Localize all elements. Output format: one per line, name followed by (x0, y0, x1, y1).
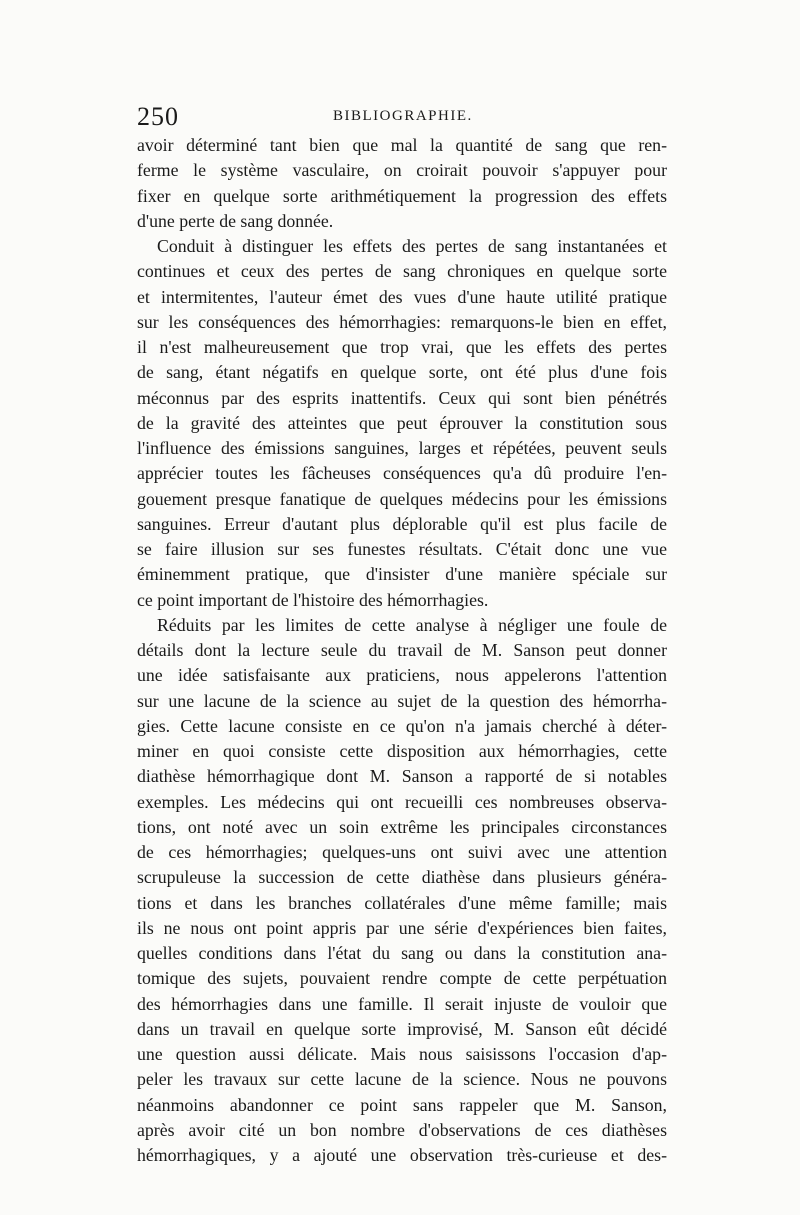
text-line: il n'est malheureusement que trop vrai, que les effets des pertes (137, 337, 667, 357)
text-line: Réduits par les limites de cette analyse à négliger une foule de (157, 614, 667, 635)
text-line: l'influence des émissions sanguines, larges et répétées, peuvent seuls (137, 438, 667, 458)
text-line: une question aussi délicate. Mais nous saisissons l'occasion d'ap- (137, 1044, 667, 1064)
text-line: peler les travaux sur cette lacune de la science. Nous ne pouvons (137, 1069, 667, 1090)
text-line: des hémorrhagies dans une famille. Il serait injuste de vouloir que (137, 993, 667, 1014)
text-line: ce point important de l'histoire des hémorrhagies. (137, 589, 489, 610)
text-line: gouement presque fanatique de quelques médecins pour les émissions (137, 488, 667, 509)
text-line: néanmoins abandonner ce point sans rappeler que M. Sanson, (137, 1094, 667, 1115)
text-line: diathèse hémorrhagique dont M. Sanson a rapporté de si notables (137, 766, 667, 787)
text-line: sanguines. Erreur d'autant plus déplorable qu'il est plus facile de (137, 513, 667, 534)
text-line: de sang, étant négatifs en quelque sorte, ont été plus d'une fois (137, 362, 667, 383)
text-line: ferme le système vasculaire, on croirait pouvoir s'appuyer pour (137, 160, 667, 181)
text-line: ils ne nous ont point appris par une série d'expériences bien faites, (137, 917, 667, 938)
text-line: continues et ceux des pertes de sang chroniques en quelque sorte (137, 261, 667, 282)
text-line: fixer en quelque sorte arithmétiquement la progression des effets (137, 185, 667, 206)
text-line: de ces hémorrhagies; quelques-uns ont suivi avec une attention (137, 842, 667, 862)
text-line: sur une lacune de la science au sujet de la question des hémorrha- (137, 690, 667, 711)
text-line: Conduit à distinguer les effets des pertes de sang instantanées et (157, 236, 667, 256)
text-line: gies. Cette lacune consiste en ce qu'on n'a jamais cherché à déter- (137, 715, 667, 736)
text-line: quelles conditions dans l'état du sang ou dans la constitution ana- (137, 943, 667, 963)
text-line: avoir déterminé tant bien que mal la quantité de sang que ren- (137, 135, 667, 155)
text-line: scrupuleuse la succession de cette diathèse dans plusieurs généra- (137, 867, 667, 888)
text-line: de la gravité des atteintes que peut éprouver la constitution sous (137, 412, 667, 433)
text-line: éminemment pratique, que d'insister d'une manière spéciale sur (137, 564, 667, 585)
text-line: exemples. Les médecins qui ont recueilli ces nombreuses observa- (137, 791, 667, 812)
text-line: hémorrhagiques, y a ajouté une observation très-curieuse et des- (137, 1145, 667, 1165)
page-number: 250 (137, 102, 179, 131)
running-title: BIBLIOGRAPHIE. (333, 108, 473, 124)
text-line: d'une perte de sang donnée. (137, 210, 334, 231)
text-line: une idée satisfaisante aux praticiens, nous appelerons l'attention (137, 665, 667, 686)
text-line: tions et dans les branches collatérales d'une même famille; mais (137, 892, 667, 913)
page-header (137, 102, 677, 130)
body-text (137, 133, 667, 1168)
text-line: miner en quoi consiste cette disposition aux hémorrhagies, cette (137, 741, 667, 761)
text-line: et intermitentes, l'auteur émet des vues d'une haute utilité pratique (137, 286, 667, 307)
text-line: dans un travail en quelque sorte improvisé, M. Sanson eût décidé (137, 1018, 667, 1039)
text-line: après avoir cité un bon nombre d'observations de ces diathèses (137, 1119, 667, 1140)
text-line: méconnus par des esprits inattentifs. Ceux qui sont bien pénétrés (137, 387, 667, 408)
text-line: se faire illusion sur ses funestes résultats. C'était donc une vue (137, 539, 667, 559)
text-line: apprécier toutes les fâcheuses conséquences qu'a dû produire l'en- (137, 463, 667, 484)
text-line: tomique des sujets, pouvaient rendre compte de cette perpétuation (137, 968, 667, 989)
text-line: détails dont la lecture seule du travail de M. Sanson peut donner (137, 640, 667, 660)
text-line: sur les conséquences des hémorrhagies: remarquons-le bien en effet, (137, 311, 667, 332)
text-line: tions, ont noté avec un soin extrême les principales circonstances (137, 816, 667, 837)
